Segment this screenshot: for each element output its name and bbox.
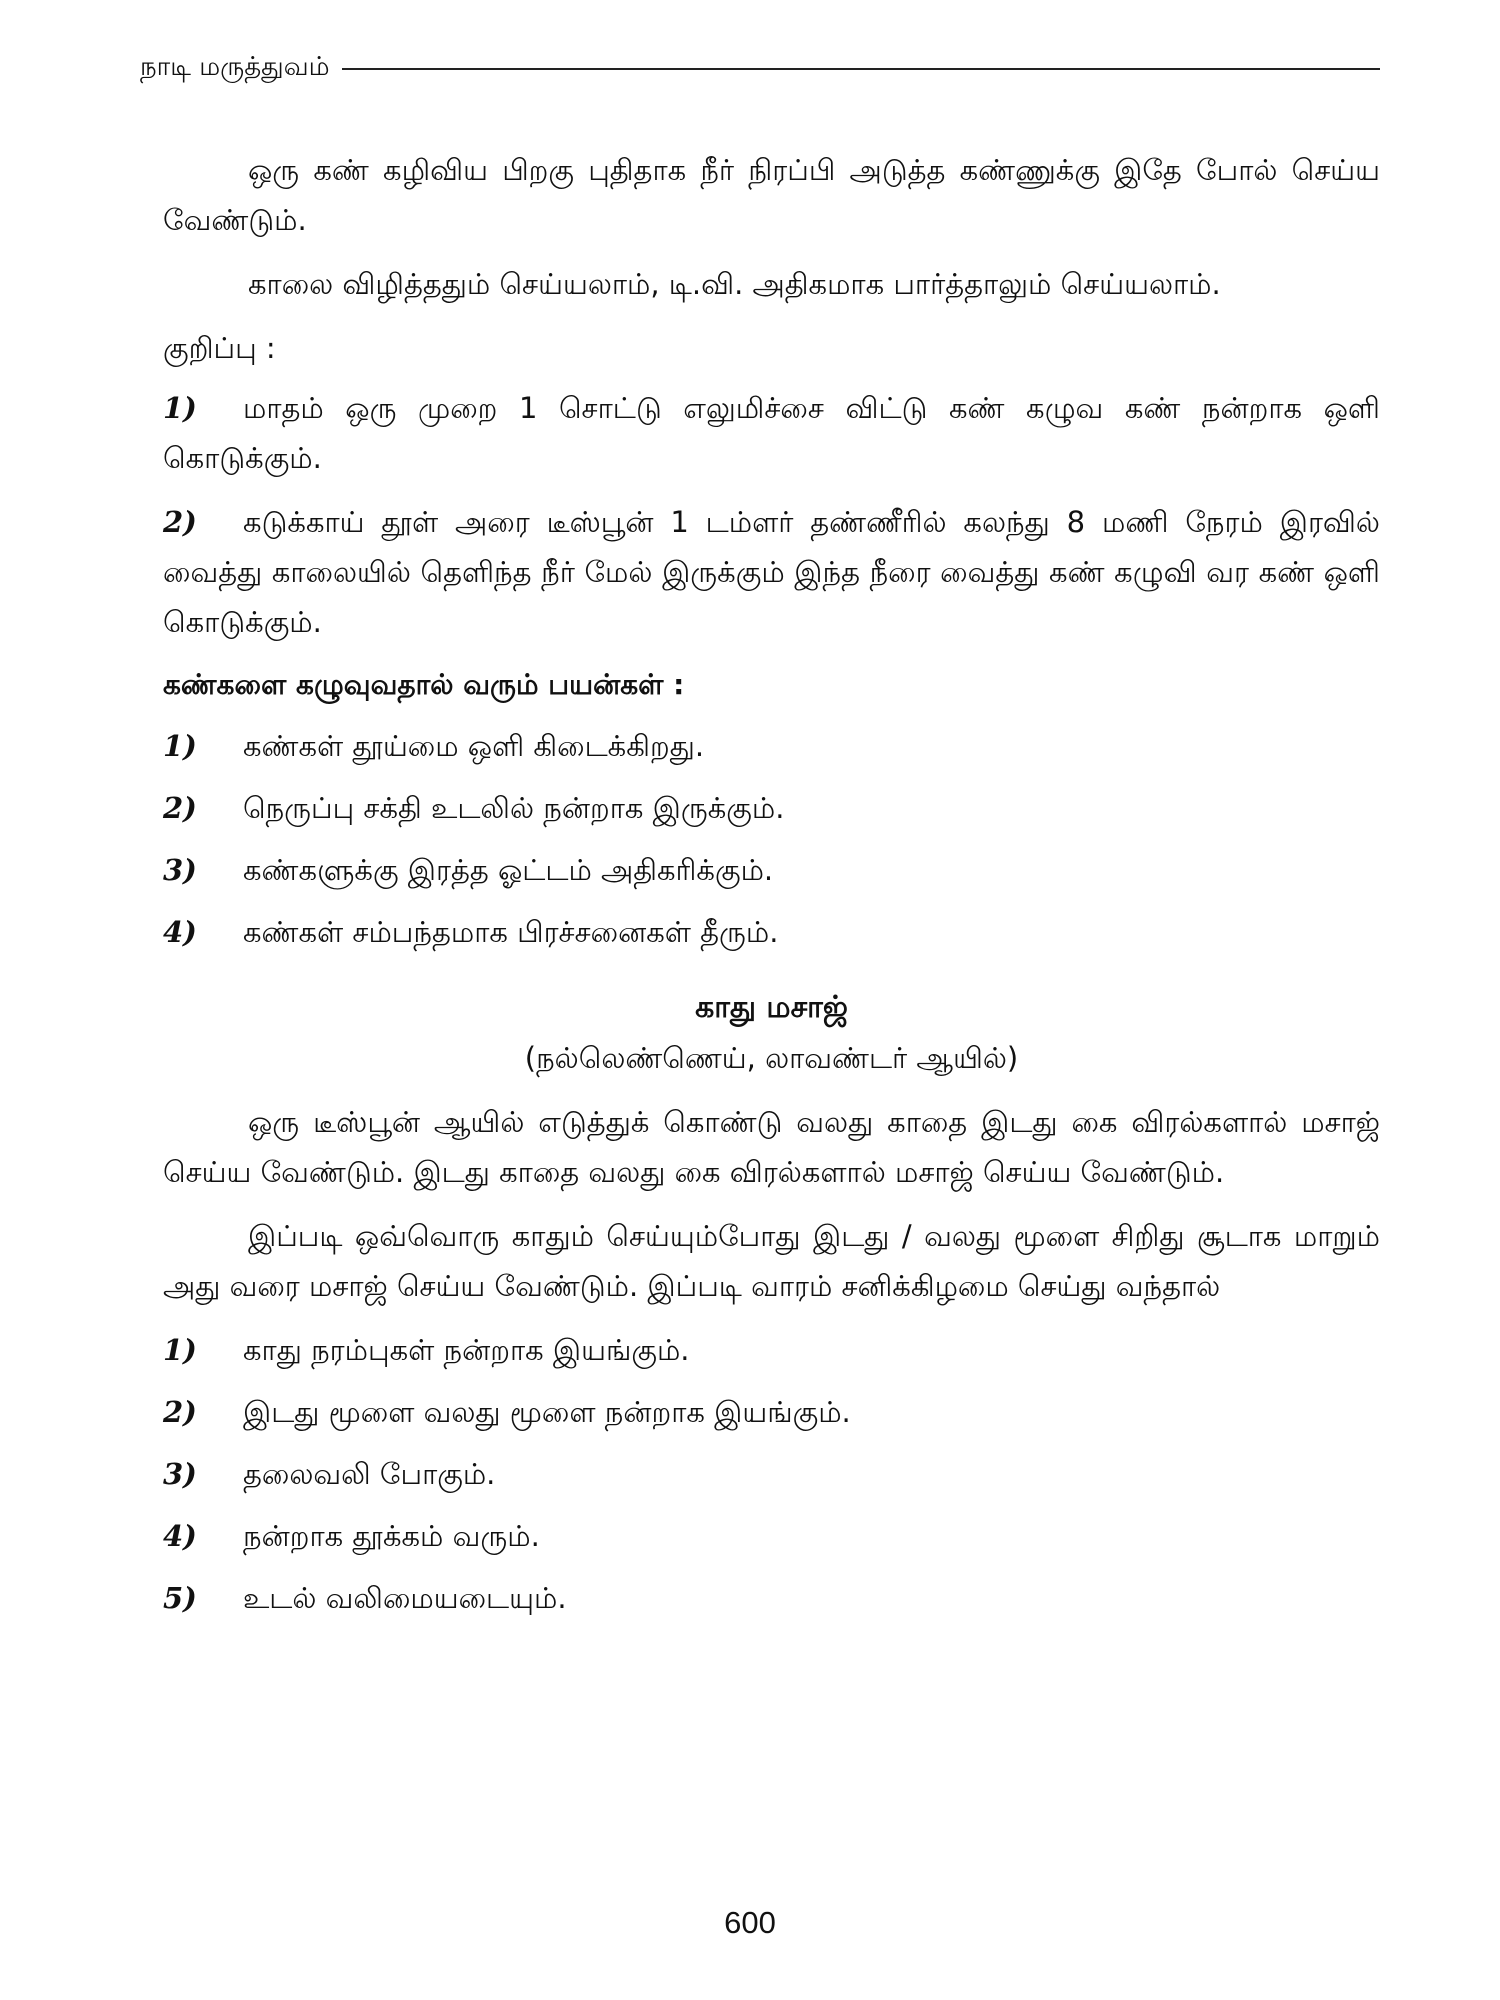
- running-header-title: நாடி மருத்துவம்: [140, 52, 330, 82]
- list-number: 4): [163, 915, 197, 949]
- list-text: கண்கள் தூய்மை ஒளி கிடைக்கிறது.: [243, 729, 705, 763]
- list-number: 1): [163, 1333, 197, 1367]
- list-item: [163, 845, 1380, 895]
- list-text: நன்றாக தூக்கம் வரும்.: [243, 1519, 540, 1553]
- list-item: [163, 907, 1380, 957]
- header-rule: [342, 68, 1380, 70]
- list-item: [163, 1387, 1380, 1437]
- note-label: குறிப்பு :: [163, 331, 276, 365]
- section-subtitle: (நல்லெண்ணெய், லாவண்டர் ஆயில்): [524, 1041, 1019, 1075]
- list-number: 2): [163, 1395, 197, 1429]
- running-header: [140, 52, 1380, 82]
- list-item: [163, 721, 1380, 771]
- list-number: 2): [163, 791, 197, 825]
- list-text: கண்களுக்கு இரத்த ஓட்டம் அதிகரிக்கும்.: [243, 853, 774, 887]
- list-number: 1): [163, 729, 197, 763]
- list-item: [163, 783, 1380, 833]
- list-text: நெருப்பு சக்தி உடலில் நன்றாக இருக்கும்.: [243, 791, 785, 825]
- body-paragraph: ஒரு டீஸ்பூன் ஆயில் எடுத்துக் கொண்டு வலது காதை இடது கை விரல்களால் மசாஜ் செய்ய வேண்டும். இடது காதை வலது கை விரல்களால் மசாஜ் செய்ய வேண்டும்.: [163, 1105, 1380, 1189]
- list-item: [163, 1511, 1380, 1561]
- note-number: 2): [163, 505, 197, 539]
- note-text: கடுக்காய் தூள் அரை டீஸ்பூன் 1 டம்ளர் தண்ணீரில் கலந்து 8 மணி நேரம் இரவில் வைத்து காலையில் தெளிந்த நீர் மேல் இருக்கும் இந்த நீரை வைத்து கண் கழுவி வர கண் ஒளி கொடுக்கும்.: [163, 505, 1380, 639]
- list-text: இடது மூளை வலது மூளை நன்றாக இயங்கும்.: [243, 1395, 851, 1429]
- note-item: [163, 497, 1380, 647]
- results-list: [163, 1325, 1380, 1623]
- benefits-list: [163, 721, 1380, 957]
- list-item: [163, 1325, 1380, 1375]
- list-item: [163, 1573, 1380, 1623]
- list-text: காது நரம்புகள் நன்றாக இயங்கும்.: [243, 1333, 690, 1367]
- list-text: உடல் வலிமையடையும்.: [243, 1581, 567, 1615]
- note-number: 1): [163, 391, 197, 425]
- note-item: [163, 383, 1380, 483]
- body-paragraph: இப்படி ஒவ்வொரு காதும் செய்யும்போது இடது / வலது மூளை சிறிது சூடாக மாறும் அது வரை மசாஜ் செய்ய வேண்டும். இப்படி வாரம் சனிக்கிழமை செய்து வந்தால்: [163, 1219, 1380, 1303]
- list-number: 3): [163, 1457, 197, 1491]
- list-item: [163, 1449, 1380, 1499]
- benefits-heading: கண்களை கழுவுவதால் வரும் பயன்கள் :: [163, 668, 685, 701]
- page-body: [163, 145, 1380, 1649]
- list-number: 5): [163, 1581, 197, 1615]
- note-text: மாதம் ஒரு முறை 1 சொட்டு எலுமிச்சை விட்டு கண் கழுவ கண் நன்றாக ஒளி கொடுக்கும்.: [163, 391, 1380, 475]
- body-paragraph: ஒரு கண் கழிவிய பிறகு புதிதாக நீர் நிரப்பி அடுத்த கண்ணுக்கு இதே போல் செய்ய வேண்டும்.: [163, 153, 1380, 237]
- list-number: 4): [163, 1519, 197, 1553]
- list-text: தலைவலி போகும்.: [243, 1457, 496, 1491]
- list-text: கண்கள் சம்பந்தமாக பிரச்சனைகள் தீரும்.: [243, 915, 779, 949]
- page-number: 600: [724, 1905, 776, 1940]
- section-title: காது மசாஜ்: [695, 990, 848, 1025]
- body-paragraph: காலை விழித்ததும் செய்யலாம், டி.வி. அதிகமாக பார்த்தாலும் செய்யலாம்.: [248, 267, 1221, 301]
- list-number: 3): [163, 853, 197, 887]
